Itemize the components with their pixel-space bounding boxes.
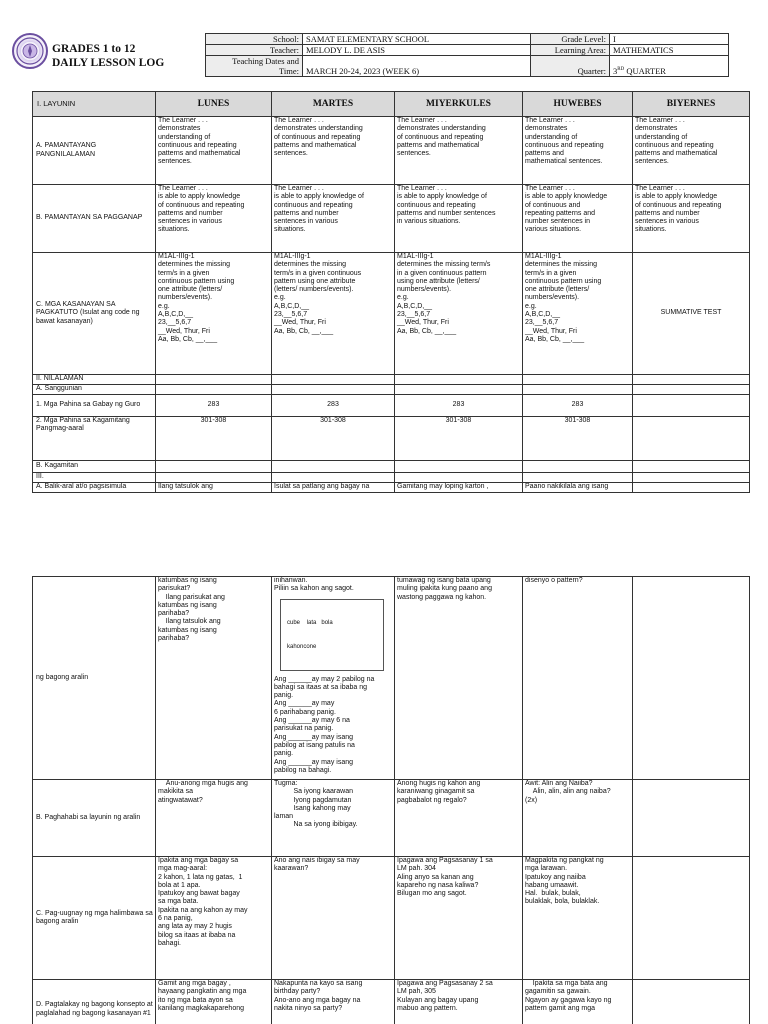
title-line-1: GRADES 1 to 12 — [52, 43, 136, 55]
table-cell: The Learner . . . is able to apply knowledge of continuous and repeating patterns and number sentences in various situations. — [272, 185, 395, 253]
table-cell: Anu-anong mga hugis ang makikita sa atingwatawat? — [156, 780, 272, 857]
table-cell: The Learner . . . demonstrates understanding of continuous and repeating patterns and mathematical sentences. — [633, 117, 750, 185]
grade-level-label: Grade Level: — [531, 34, 610, 45]
document-title — [52, 42, 164, 70]
layunin-header: I. LAYUNIN — [33, 92, 156, 117]
table-cell: The Learner . . . demonstrates understanding of continuous and repeating patterns and mathematical sentences. — [272, 117, 395, 185]
kagamitan-row — [33, 461, 750, 473]
teacher-label: Teacher: — [206, 45, 303, 56]
table-cell: katumbas ng isang parisukat? Ilang parisukat ang katumbas ng isang parihaba? Ilang tatsulok ang katumbas ng isang parihaba? — [156, 577, 272, 780]
summative-test-cell: SUMMATIVE TEST — [633, 253, 750, 375]
table-cell: 283 — [523, 395, 633, 417]
table-cell: M1AL-IIIg-1 determines the missing term/s in a given continuous pattern using one attribute (letters/ numbers/events). e.g. A,B,C,D,__ 23,__5,6,7 __Wed, Thur, Fri Aa, Bb, Cb, __,___ — [395, 253, 523, 375]
table-cell: Paano nakikilala ang isang — [523, 483, 633, 493]
table-cell: Ano ang nais ibigay sa may kaarawan? — [272, 857, 395, 980]
table-cell: Awit: Alin ang Naiiba? Alin, alin, alin ang naiba? (2x) — [523, 780, 633, 857]
table-cell: Ipakita sa mga bata ang gagamitin sa gawain. Ngayon ay gagawa kayo ng pattern gamit ang mga — [523, 980, 633, 1024]
table-cell — [633, 395, 750, 417]
table-cell: M1AL-IIIg-1 determines the missing term/s in a given continuous pattern using one attribute (letters/ numbers/events). e.g. A,B,C,D,__ 23,__5,6,7 __Wed, Thur, Fri Aa, Bb, Cb, __,___ — [272, 253, 395, 375]
school-label: School: — [206, 34, 303, 45]
teaching-dates-label: Teaching Dates and Time: — [206, 56, 303, 77]
table-cell — [633, 417, 750, 461]
table-cell: Nakapunta na kayo sa isang birthday party? Ano-ano ang mga bagay na nakita ninyo sa party? — [272, 980, 395, 1024]
balik-aral-continued-row — [33, 577, 750, 780]
row-label: 1. Mga Pahina sa Gabay ng Guro — [33, 395, 156, 417]
table-cell: 283 — [156, 395, 272, 417]
table-cell: M1AL-IIIg-1 determines the missing term/s in a given continuous pattern using one attribute (letters/ numbers/events). e.g. A,B,C,D,__ 23,__5,6,7 __Wed, Thur, Fri Aa, Bb, Cb, __,___ — [523, 253, 633, 375]
table-cell: The Learner . . . demonstrates understanding of continuous and repeating patterns and mathematical sentences. — [156, 117, 272, 185]
day-header-lunes: LUNES — [156, 92, 272, 117]
day-header-row — [33, 92, 750, 117]
table-cell: Magpakita ng pangkat ng mga larawan. Ipatukoy ang naiiba habang umaawit. Hal. bulak, bulak, bulaklak, bola, bulaklak. — [523, 857, 633, 980]
row-label: 2. Mga Pahina sa Kagamitang Pangmag-aaral — [33, 417, 156, 461]
table-cell: 301-308 — [272, 417, 395, 461]
table-cell: Isulat sa patlang ang bagay na — [272, 483, 395, 493]
kasanayan-sa-pagkatuto-row — [33, 253, 750, 375]
row-label: B. PAMANTAYAN SA PAGGANAP — [33, 185, 156, 253]
gabay-ng-guro-row — [33, 395, 750, 417]
table-cell: 301-308 — [523, 417, 633, 461]
table-cell: 283 — [395, 395, 523, 417]
table-cell: 283 — [272, 395, 395, 417]
pagtalakay-row — [33, 980, 750, 1024]
school-value: SAMAT ELEMENTARY SCHOOL — [303, 34, 531, 45]
row-label: B. Kagamitan — [33, 461, 156, 473]
lesson-log-table — [32, 91, 750, 493]
day-header-biyernes: BIYERNES — [633, 92, 750, 117]
sanggunian-row — [33, 385, 750, 395]
table-cell — [633, 483, 750, 493]
row-label: D. Pagtalakay ng bagong konsepto at paglalahad ng bagong kasanayan #1 — [33, 980, 156, 1024]
kagamitang-pangmag-aaral-row — [33, 417, 750, 461]
row-label: B. Paghahabi sa layunin ng aralin — [33, 780, 156, 857]
pamantayan-sa-pagganap-row — [33, 185, 750, 253]
table-cell — [633, 577, 750, 780]
row-label: II. NILALAMAN — [33, 375, 156, 385]
row-label: III. — [33, 473, 156, 483]
table-cell: Anong hugis ng kahon ang karaniwang ginagamit sa pagbabalot ng regalo? — [395, 780, 523, 857]
table-cell: Ipagawa ang Pagsasanay 2 sa LM pah, 305 Kulayan ang bagay upang mabuo ang pattern. — [395, 980, 523, 1024]
table-cell: The Learner . . . is able to apply knowledge of continuous and repeating patterns and number sentences in various situations. — [156, 185, 272, 253]
row-label: A. Sanggunian — [33, 385, 156, 395]
row-label: C. MGA KASANAYAN SA PAGKATUTO (Isulat ang code ng bawat kasanayan) — [33, 253, 156, 375]
grade-level-value: I — [610, 34, 729, 45]
quarter-label: Quarter: — [531, 56, 610, 77]
table-cell: disenyo o pattern? — [523, 577, 633, 780]
table-cell: The Learner . . . is able to apply knowledge of continuous and repeating patterns and number sentences in various situations. — [523, 185, 633, 253]
table-cell: Ipagawa ang Pagsasanay 1 sa LM pah. 304 Aling anyo sa kanan ang kapareho ng nasa kaliwa? Bilugan mo ang sagot. — [395, 857, 523, 980]
pag-uugnay-row — [33, 857, 750, 980]
header-info-table — [205, 33, 729, 77]
day-header-huwebes: HUWEBES — [523, 92, 633, 117]
lesson-log-table-continued — [32, 576, 750, 1024]
paghahabi-sa-layunin-row — [33, 780, 750, 857]
table-cell — [633, 980, 750, 1024]
table-cell: 301-308 — [156, 417, 272, 461]
answer-choices-box: cube lata bola kahoncone — [280, 599, 384, 671]
table-cell: The Learner . . . is able to apply knowledge of continuous and repeating patterns and number sentences in various situations. — [633, 185, 750, 253]
learning-area-value: MATHEMATICS — [610, 45, 729, 56]
learning-area-label: Learning Area: — [531, 45, 610, 56]
table-cell: tumawag ng isang bata upang muling ipakita kung paano ang wastong paggawa ng kahon. — [395, 577, 523, 780]
table-cell: Ilang tatsulok ang — [156, 483, 272, 493]
table-cell: M1AL-IIIg-1 determines the missing term/s in a given continuous pattern using one attribute (letters/ numbers/events). e.g. A,B,C,D,__ 23,__5,6,7 __Wed, Thur, Fri Aa, Bb, Cb, __,___ — [156, 253, 272, 375]
row-label: ng bagong aralin — [33, 577, 156, 780]
table-cell: Ipakita ang mga bagay sa mga mag-aaral: 2 kahon, 1 lata ng gatas, 1 bola at 1 apa. Ipatukoy ang bawat bagay sa mga bata. Ipakita na ang kahon ay may 6 na panig, ang lata ay may 2 hugis bilog sa itaas at ibaba na bahagi. — [156, 857, 272, 980]
table-cell: The Learner . . . is able to apply knowledge of continuous and repeating patterns and number sentences in various situations. — [395, 185, 523, 253]
table-cell — [633, 780, 750, 857]
pamantayang-pangnilalaman-row — [33, 117, 750, 185]
row-label: A. PAMANTAYANG PANGNILALAMAN — [33, 117, 156, 185]
row-label: A. Balik-aral at/o pagsisimula — [33, 483, 156, 493]
pamamaraan-row — [33, 473, 750, 483]
title-line-2: DAILY LESSON LOG — [52, 57, 165, 69]
table-cell: 301-308 — [395, 417, 523, 461]
table-cell — [633, 857, 750, 980]
teaching-dates-value: MARCH 20-24, 2023 (WEEK 6) — [303, 56, 531, 77]
deped-seal-icon — [12, 33, 48, 69]
table-cell: The Learner . . . demonstrates understanding of continuous and repeating patterns and mathematical sentences. — [395, 117, 523, 185]
page-two — [0, 548, 768, 1024]
table-cell: Gamitang may loping karton , — [395, 483, 523, 493]
balik-aral-row — [33, 483, 750, 493]
table-cell: Tugma: Sa iyong kaarawan Iyong pagdamutan Isang kahong may laman Na sa iyong ibibigay. — [272, 780, 395, 857]
row-label: C. Pag-uugnay ng mga halimbawa sa bagong aralin — [33, 857, 156, 980]
nilalaman-row — [33, 375, 750, 385]
table-cell: The Learner . . . demonstrates understanding of continuous and repeating patterns and mathematical sentences. — [523, 117, 633, 185]
teacher-value: MELODY L. DE ASIS — [303, 45, 531, 56]
table-cell: Gamit ang mga bagay , hayaang pangkatin ang mga ito ng mga bata ayon sa kanilang magkakaparehong — [156, 980, 272, 1024]
quarter-value: 3RD QUARTER — [610, 56, 729, 77]
day-header-martes: MARTES — [272, 92, 395, 117]
day-header-miyerkules: MIYERKULES — [395, 92, 523, 117]
table-cell: inihanwan. Piliin sa kahon ang sagot. cube lata bola kahoncone Ang ______ay may 2 pabilog na bahagi sa itaas at sa ibaba ng panig. Ang ______ay may 6 parihabang panig. Ang ______ay may 6 na parisukat na panig. Ang ______ay may isang pabilog at isang patulis na panig. Ang ______ay may isang pabilog na bahagi. — [272, 577, 395, 780]
